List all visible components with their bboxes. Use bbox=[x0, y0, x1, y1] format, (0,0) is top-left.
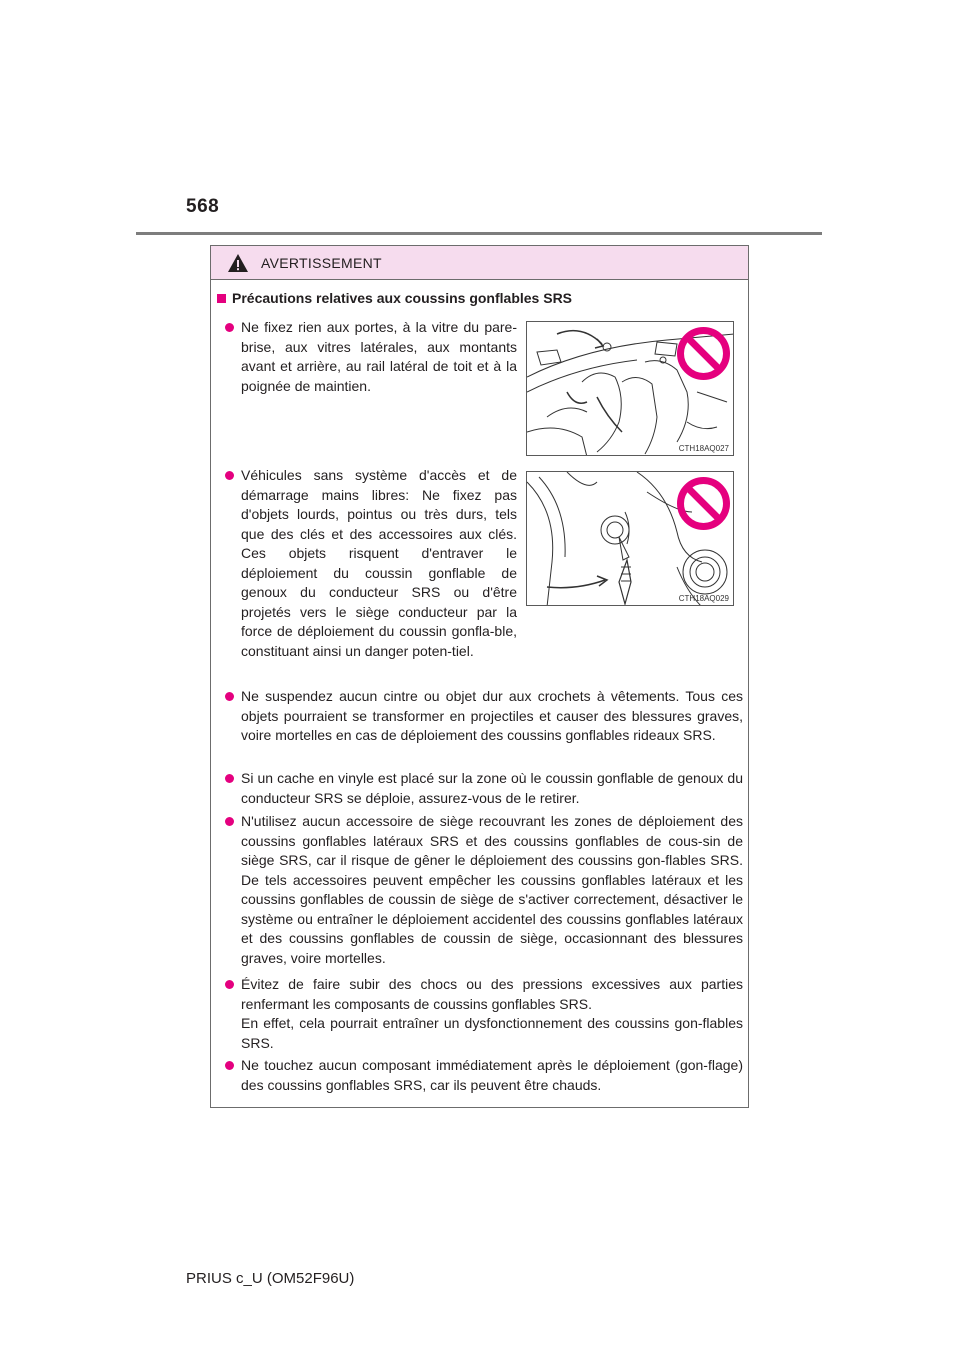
section-title bbox=[217, 290, 572, 306]
list-item bbox=[225, 812, 743, 968]
item-text: Évitez de faire subir des chocs ou des pressions excessives aux parties renfermant les composants de coussins gonflables SRS. bbox=[241, 976, 743, 1012]
list-item bbox=[225, 687, 743, 746]
square-bullet-icon bbox=[217, 294, 226, 303]
item-text: Ne suspendez aucun cintre ou objet dur aux crochets à vêtements. Tous ces objets pourraient se transformer en projectiles et causer des blessures graves, voire mortelles en cas de déploiement des coussins gonflables rideaux SRS. bbox=[241, 688, 743, 743]
warning-title: AVERTISSEMENT bbox=[261, 254, 382, 271]
warning-triangle-icon bbox=[227, 253, 249, 273]
figure-code: CTH18AQ027 bbox=[678, 444, 729, 453]
page-footer: PRIUS c_U (OM52F96U) bbox=[186, 1270, 355, 1287]
prohibited-icon bbox=[676, 476, 731, 531]
item-text: Si un cache en vinyle est placé sur la zone où le coussin gonflable de genoux du conducteur SRS se déploie, assurez-vous de le retirer. bbox=[241, 770, 743, 806]
item-text: Ne fixez rien aux portes, à la vitre du pare-brise, aux vitres latérales, aux montants avant et arrière, au rail latéral de toit et à la poignée de maintien. bbox=[241, 319, 517, 394]
bullet-icon bbox=[225, 323, 234, 332]
item-text: N'utilisez aucun accessoire de siège recouvrant les zones de déploiement des coussins gonflables latéraux SRS et des coussins gonflables de cous-sin de siège SRS, car il risque de gêner le déploiement des coussins gon-flables SRS. De tels accessoires peuvent empêcher les coussins gonflables latéraux et les coussins gonflables de coussin de siège de s'activer correctement, désactiver le système ou entraîner le déploiement accidentel des coussins gonflables latéraux et des coussins gonflables de coussin de siège, occasionnant des blessures graves, voire mortelles. bbox=[241, 813, 743, 966]
item-text-continued: En effet, cela pourrait entraîner un dysfonctionnement des coussins gon-flables SRS. bbox=[241, 1015, 743, 1051]
bullet-icon bbox=[225, 1061, 234, 1070]
warning-header bbox=[211, 246, 748, 280]
bullet-icon bbox=[225, 980, 234, 989]
list-item bbox=[225, 975, 743, 1053]
list-item bbox=[225, 769, 743, 808]
header-rule bbox=[136, 232, 822, 235]
bullet-icon bbox=[225, 774, 234, 783]
list-item bbox=[225, 318, 517, 396]
prohibited-icon bbox=[676, 326, 731, 381]
figure-key-accessories bbox=[526, 471, 734, 606]
figure-code: CTH18AQ029 bbox=[678, 594, 729, 603]
list-item bbox=[225, 466, 517, 661]
page-number: 568 bbox=[186, 196, 220, 217]
warning-box bbox=[210, 245, 749, 1108]
item-text: Véhicules sans système d'accès et de démarrage mains libres: Ne fixez pas d'objets lourds, pointus ou très durs, tels que des clés et des accessoires aux clés. Ces objets risquent d'entraver le déploiement du coussin gonflable de genoux du conducteur SRS ou d'être projetés vers le siège conducteur par la force de déploiement du coussin gonfla-ble, constituant ainsi un danger poten-tiel. bbox=[241, 467, 517, 659]
item-text: Ne touchez aucun composant immédiatement après le déploiement (gon-flage) des coussins gonflables SRS, car ils peuvent être chauds. bbox=[241, 1057, 743, 1093]
list-item bbox=[225, 1056, 743, 1095]
figure-interior-attachments bbox=[526, 321, 734, 456]
bullet-icon bbox=[225, 817, 234, 826]
section-title-text: Précautions relatives aux coussins gonflables SRS bbox=[232, 290, 573, 306]
bullet-icon bbox=[225, 471, 234, 480]
bullet-icon bbox=[225, 692, 234, 701]
